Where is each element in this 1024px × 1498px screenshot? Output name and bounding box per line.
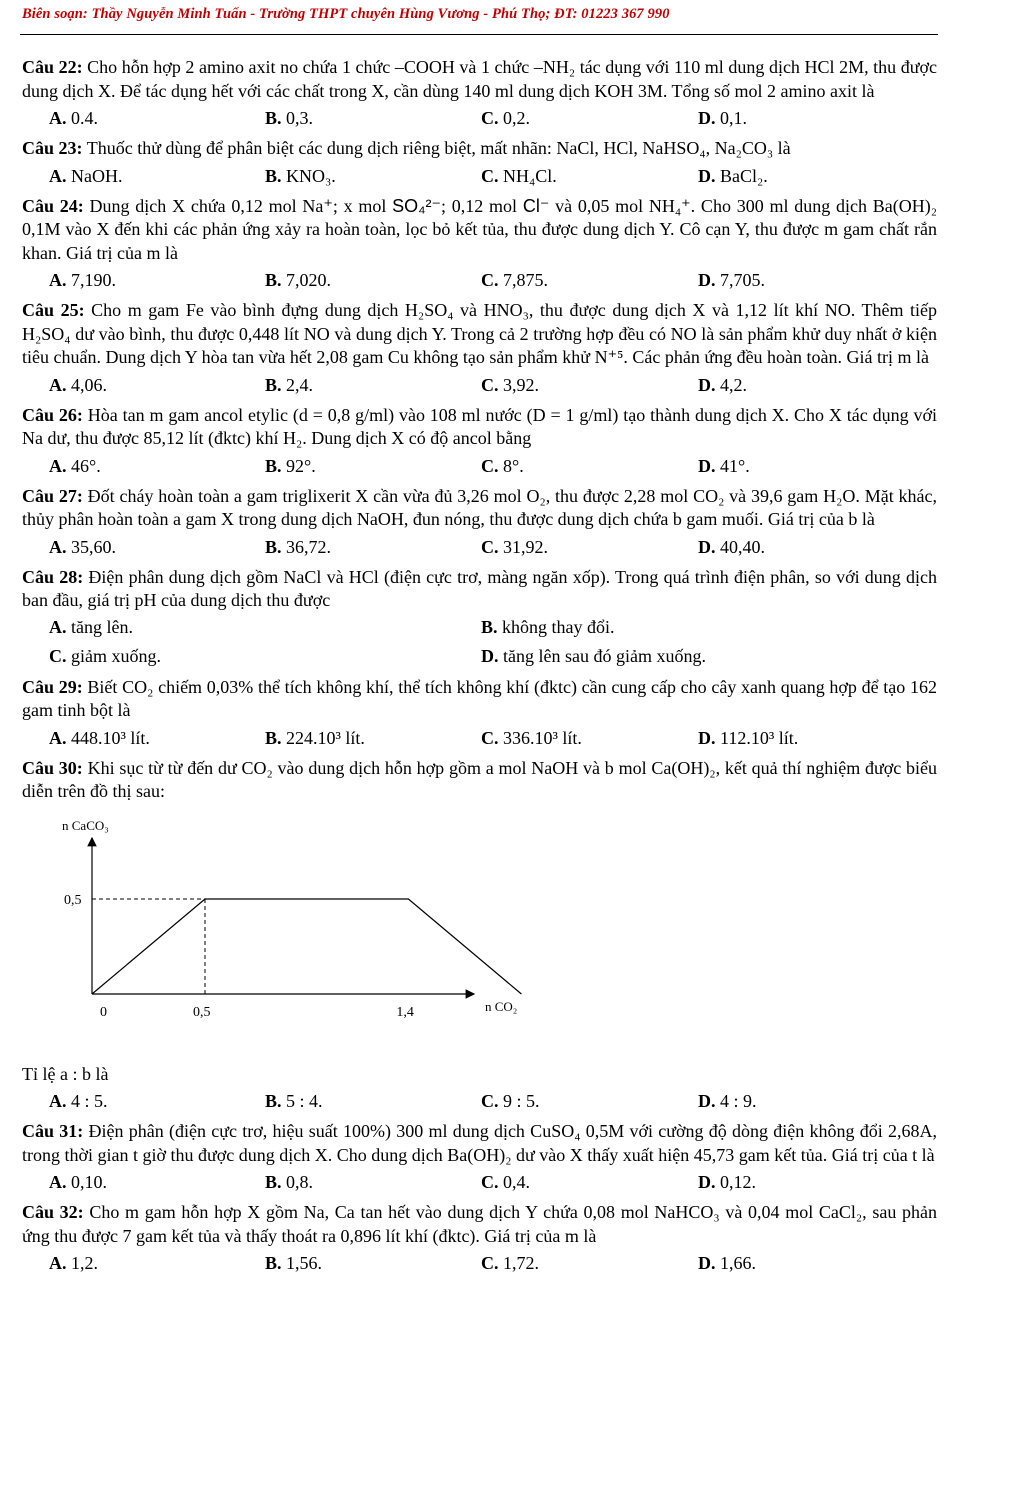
ammonium-ion: NH₄⁺ (648, 195, 691, 216)
question-24: Câu 24: Dung dịch X chứa 0,12 mol Na⁺; x mol SO₄²⁻; 0,12 mol Cl⁻ và 0,05 mol NH₄⁺. Cho 300 ml dung dịch Ba(OH)₂ 0,1M vào X đến khi các phản ứng xảy ra hoàn toàn, lọc bỏ kết tủa, thu được dung dịch Y. Cô cạn Y, thu được m gam chất rắn khan. Giá trị của m là (22, 195, 938, 263)
x-tick-label: 1,4 (396, 1004, 414, 1020)
options-28-row1 (22, 615, 937, 642)
options-27 (22, 535, 937, 560)
options-22 (22, 106, 937, 131)
options-28-row2 (22, 644, 937, 671)
option-d: D. 4 : 9. (698, 1091, 757, 1111)
question-32 (22, 1201, 937, 1248)
option-c: C. 7,875. (481, 270, 548, 290)
question-text: Đốt cháy hoàn toàn a gam triglixerit X cần vừa đủ 3,26 mol O₂, thu được 2,28 mol CO₂ và 39,6 gam H₂O. Mặt khác, thủy phân hoàn toàn a gam X trong dung dịch NaOH, đun nóng, thu được dung dịch chứa b gam muối. Giá trị của b là (22, 485, 937, 529)
question-label: Câu 29: (22, 676, 83, 697)
question-text: Thuốc thử dùng để phân biệt các dung dịch riêng biệt, mất nhãn: NaCl, HCl, NaHSO₄, Na₂CO₃ là (86, 138, 791, 158)
question-label: Câu 24: (22, 195, 84, 216)
option-c: C. 8°. (481, 455, 524, 476)
option-c: C. 0,2. (481, 108, 530, 128)
option-d: D. tăng lên sau đó giảm xuống. (481, 645, 706, 666)
option-c: C. 31,92. (481, 536, 548, 557)
question-label: Câu 26: (22, 404, 83, 425)
option-c: C. 9 : 5. (481, 1091, 540, 1111)
co2-precipitate-chart (22, 806, 582, 1061)
question-28 (22, 566, 937, 613)
question-list (22, 56, 937, 1282)
option-d: D. 7,705. (698, 270, 765, 290)
question-23 (22, 137, 937, 161)
question-text: Cho m gam Fe vào bình đựng dung dịch H₂SO₄ và HNO₃, thu được dung dịch X và 1,12 lít khí NO. Thêm tiếp H₂SO₄ dư vào bình, thu được 0,448 lít NO và dung dịch Y. Trong cả 2 trường hợp đều có NO là sản phẩm khử duy nhất ở kiện tiêu chuẩn. Dung dịch Y hòa tan vừa hết 2,08 gam Cu không tạo sản phẩm khử N⁺⁵. Các phản ứng đều hoàn toàn. Giá trị m là (22, 300, 938, 367)
question-text: Cho hỗn hợp 2 amino axit no chứa 1 chức –COOH và 1 chức –NH₂ tác dụng với 110 ml dung dịch HCl 2M, thu được dung dịch X. Để tác dụng hết với các chất trong X, cần dùng 140 ml dung dịch KOH 3M. Tổng số mol 2 amino axit là (22, 57, 937, 101)
chart-svg (22, 806, 582, 1061)
option-a: A. 4,06. (49, 374, 107, 395)
x-axis-label: n CO₂ (485, 998, 518, 1014)
option-b: B. 36,72. (265, 536, 332, 557)
option-a: A. 448.10³ lít. (49, 727, 150, 748)
option-d: D. 0,1. (698, 108, 747, 128)
option-d: D. BaCl₂. (698, 165, 768, 186)
question-22 (22, 56, 937, 103)
option-a: A. 35,60. (49, 536, 116, 557)
x-tick-label: 0,5 (193, 1004, 211, 1020)
option-c: C. NH₄Cl. (481, 165, 557, 186)
options-31 (22, 1170, 937, 1195)
option-b: B. 2,4. (265, 374, 314, 395)
series-line (92, 899, 521, 994)
option-d: D. 1,66. (698, 1253, 756, 1273)
question-27 (22, 485, 937, 532)
question-text: Cho m gam hỗn hợp X gồm Na, Ca tan hết vào dung dịch Y chứa 0,08 mol NaHCO₃ và 0,04 mol CaCl₂, sau phản ứng thu được 7 gam kết tủa và thấy thoát ra 0,896 lít khí (đktc). Giá trị của m là (22, 1202, 937, 1246)
option-a: A. 46°. (49, 455, 101, 476)
question-label: Câu 31: (22, 1121, 84, 1141)
question-label: Câu 23: (22, 138, 83, 158)
y-axis-label: n CaCO₃ (62, 817, 109, 833)
option-b: B. 0,3. (265, 108, 314, 128)
question-label: Câu 22: (22, 57, 83, 77)
page-header: Biên soạn: Thầy Nguyễn Minh Tuấn - Trường THPT chuyên Hùng Vương - Phú Thọ; ĐT: 01223 367 990 (22, 6, 670, 22)
option-c: C. giảm xuống. (49, 645, 161, 666)
question-29 (22, 676, 937, 723)
x-tick-label: 0 (100, 1004, 107, 1020)
question-label: Câu 30: (22, 757, 83, 778)
options-23 (22, 164, 937, 189)
option-d: D. 0,12. (698, 1172, 756, 1192)
option-b: B. 0,8. (265, 1172, 314, 1192)
options-25 (22, 373, 937, 398)
question-30-prompt: Tỉ lệ a : b là (22, 1063, 109, 1084)
option-b: B. 224.10³ lít. (265, 727, 365, 748)
question-label: Câu 28: (22, 566, 84, 587)
option-b: B. không thay đổi. (481, 616, 615, 637)
option-a: A. 4 : 5. (49, 1091, 108, 1111)
question-label: Câu 25: (22, 300, 85, 320)
question-label: Câu 27: (22, 485, 83, 506)
options-24 (22, 268, 937, 293)
option-b: B. 92°. (265, 455, 316, 476)
option-d: D. 41°. (698, 455, 750, 476)
header-divider (20, 34, 938, 35)
option-a: A. tăng lên. (49, 616, 133, 637)
option-b: B. 7,020. (265, 270, 332, 290)
option-c: C. 0,4. (481, 1172, 530, 1192)
question-text: Khi sục từ từ đến dư CO₂ vào dung dịch hỗn hợp gồm a mol NaOH và b mol Ca(OH)₂, kết quả thí nghiệm được biểu diễn trên đồ thị sau: (22, 757, 938, 801)
question-25 (22, 299, 937, 370)
options-29 (22, 726, 937, 751)
option-a: A. 7,190. (49, 270, 116, 290)
question-26 (22, 404, 937, 451)
question-31 (22, 1120, 937, 1167)
option-d: D. 40,40. (698, 536, 765, 557)
chloride-ion: Cl⁻ (522, 195, 550, 216)
option-d: D. 112.10³ lít. (698, 727, 799, 748)
option-b: B. 1,56. (265, 1253, 323, 1273)
options-32 (22, 1251, 937, 1276)
option-a: A. 0,10. (49, 1172, 107, 1192)
option-c: C. 3,92. (481, 374, 539, 395)
option-a: A. 0.4. (49, 108, 98, 128)
question-text: Điện phân (điện cực trơ, hiệu suất 100%) 300 ml dung dịch CuSO₄ 0,5M với cường độ dòng điện không đổi 2,68A, trong thời gian t giờ thu được dung dịch X. Cho dung dịch Ba(OH)₂ dư vào X thấy xuất hiện 45,73 gam kết tủa. Giá trị của t là (22, 1121, 937, 1165)
y-tick-label: 0,5 (64, 892, 82, 908)
option-c: C. 1,72. (481, 1253, 539, 1273)
option-b: B. 5 : 4. (265, 1091, 323, 1111)
options-30 (22, 1089, 937, 1114)
options-26 (22, 454, 937, 479)
option-b: B. KNO₃. (265, 165, 336, 186)
question-text: Biết CO₂ chiếm 0,03% thể tích không khí, thể tích không khí (đktc) cần cung cấp cho cây xanh quang hợp để tạo 162 gam tinh bột là (22, 676, 937, 720)
question-text: Hòa tan m gam ancol etylic (d = 0,8 g/ml) vào 108 ml nước (D = 1 g/ml) tạo thành dung dịch X. Cho X tác dụng với Na dư, thu được 85,12 lít (đktc) khí H₂. Dung dịch X có độ ancol bằng (22, 404, 937, 448)
question-text: Điện phân dung dịch gồm NaCl và HCl (điện cực trơ, màng ngăn xốp). Trong quá trình điện phân, so với dung dịch ban đầu, giá trị pH của dung dịch thu được (22, 566, 937, 610)
option-c: C. 336.10³ lít. (481, 727, 582, 748)
option-a: A. 1,2. (49, 1253, 98, 1273)
question-label: Câu 32: (22, 1202, 84, 1222)
option-d: D. 4,2. (698, 374, 747, 395)
option-a: A. NaOH. (49, 165, 123, 186)
sulfate-ion: SO₄²⁻ (392, 195, 442, 216)
question-30 (22, 757, 937, 804)
